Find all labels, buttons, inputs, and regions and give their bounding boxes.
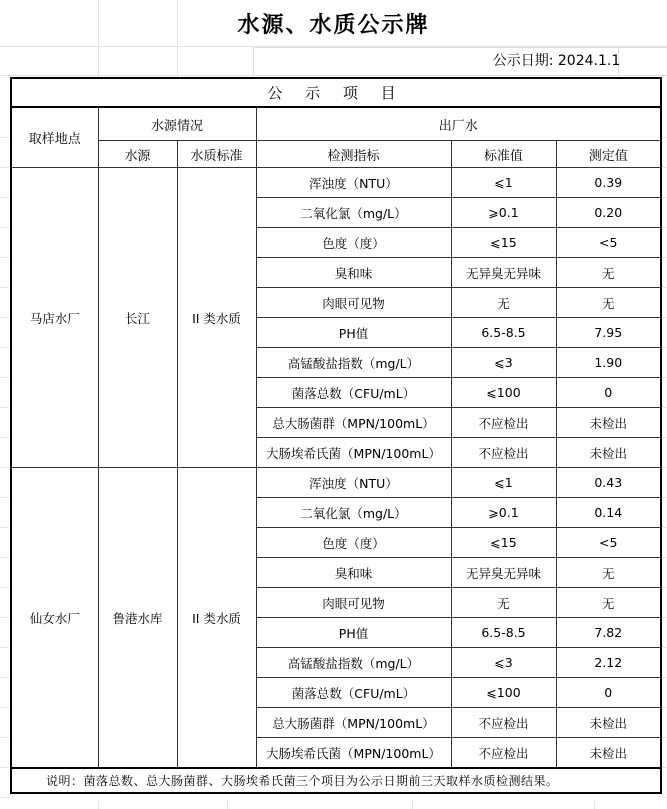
source-cell: 长江 [98,168,177,468]
gridline [0,108,9,801]
plant-cell: 马店水厂 [11,168,98,468]
standard-value-cell: 不应检出 [451,708,556,738]
standard-value-cell: 6.5-8.5 [451,318,556,348]
indicator-cell: 浑浊度（NTU） [256,468,451,498]
measured-value-cell: 无 [556,258,661,288]
standard-value-cell: 不应检出 [451,738,556,769]
gridline [412,801,413,809]
standard-value-cell: 无异臭无异味 [451,258,556,288]
standard-value-cell: 6.5-8.5 [451,618,556,648]
standard-value-cell: ⩽3 [451,348,556,378]
measured-value-cell: 未检出 [556,408,661,438]
indicator-cell: 大肠埃希氏菌（MPN/100mL） [256,438,451,468]
standard-value-cell: 无 [451,588,556,618]
measured-value-cell: 无 [556,288,661,318]
measured-value-cell: 无 [556,558,661,588]
standard-value-cell: ⩾0.1 [451,498,556,528]
measured-value-cell: 0.39 [556,168,661,198]
gridline [227,801,228,809]
indicator-cell: 高锰酸盐指数（mg/L） [256,648,451,678]
header-quality-standard: 水质标准 [177,141,256,168]
indicator-cell: 总大肠菌群（MPN/100mL） [256,408,451,438]
indicator-cell: 臭和味 [256,558,451,588]
measured-value-cell: 7.95 [556,318,661,348]
quality-standard-cell: II 类水质 [177,468,256,769]
standard-value-cell: 不应检出 [451,438,556,468]
indicator-cell: 肉眼可见物 [256,588,451,618]
standard-value-cell: ⩽15 [451,528,556,558]
table-row [11,168,661,198]
header-row-1 [11,107,661,141]
standard-value-cell: ⩽1 [451,468,556,498]
gridline [98,801,99,809]
measured-value-cell: 未检出 [556,708,661,738]
footnote: 说明：菌落总数、总大肠菌群、大肠埃希氏菌三个项目为公示日期前三天取样水质检测结果。 [11,768,661,793]
indicator-cell: 菌落总数（CFU/mL） [256,678,451,708]
indicator-cell: PH值 [256,618,451,648]
source-cell: 鲁港水库 [98,468,177,769]
standard-value-cell: ⩽100 [451,678,556,708]
indicator-cell: 二氧化氯（mg/L） [256,498,451,528]
standard-value-cell: 无异臭无异味 [451,558,556,588]
measured-value-cell: 7.82 [556,618,661,648]
header-measured-value: 测定值 [556,141,661,168]
measured-value-cell: 2.12 [556,648,661,678]
measured-value-cell: 未检出 [556,738,661,769]
section-banner-row [11,78,661,107]
measured-value-cell: 无 [556,588,661,618]
indicator-cell: 肉眼可见物 [256,288,451,318]
indicator-cell: 浑浊度（NTU） [256,168,451,198]
indicator-cell: 色度（度） [256,528,451,558]
header-row-2 [11,141,661,168]
indicator-cell: 臭和味 [256,258,451,288]
standard-value-cell: ⩽15 [451,228,556,258]
header-outgoing-water: 出厂水 [256,107,661,141]
standard-value-cell: 无 [451,288,556,318]
measured-value-cell: 1.90 [556,348,661,378]
plant-cell: 仙女水厂 [11,468,98,769]
standard-value-cell: ⩽100 [451,378,556,408]
header-source-info: 水源情况 [98,107,256,141]
measured-value-cell: <5 [556,528,661,558]
header-standard-value: 标准值 [451,141,556,168]
measured-value-cell: <5 [556,228,661,258]
header-sampling-location: 取样地点 [11,107,98,168]
indicator-cell: 总大肠菌群（MPN/100mL） [256,708,451,738]
indicator-cell: 大肠埃希氏菌（MPN/100mL） [256,738,451,769]
indicator-cell: 色度（度） [256,228,451,258]
header-source: 水源 [98,141,177,168]
measured-value-cell: 0 [556,678,661,708]
quality-standard-cell: II 类水质 [177,168,256,468]
indicator-cell: 二氧化氯（mg/L） [256,198,451,228]
standard-value-cell: ⩾0.1 [451,198,556,228]
section-banner: 公 示 项 目 [11,78,661,107]
header-indicator: 检测指标 [256,141,451,168]
measured-value-cell: 0.20 [556,198,661,228]
measured-value-cell: 未检出 [556,438,661,468]
publish-date: 公示日期: 2024.1.1 [253,47,667,76]
notice-table [10,77,662,794]
footnote-row [11,768,661,793]
measured-value-cell: 0.43 [556,468,661,498]
standard-value-cell: ⩽1 [451,168,556,198]
indicator-cell: PH值 [256,318,451,348]
standard-value-cell: ⩽3 [451,648,556,678]
indicator-cell: 高锰酸盐指数（mg/L） [256,348,451,378]
indicator-cell: 菌落总数（CFU/mL） [256,378,451,408]
measured-value-cell: 0 [556,378,661,408]
measured-value-cell: 0.14 [556,498,661,528]
page-title: 水源、水质公示牌 [237,13,430,38]
table-row [11,468,661,498]
gridline [594,801,595,809]
standard-value-cell: 不应检出 [451,408,556,438]
